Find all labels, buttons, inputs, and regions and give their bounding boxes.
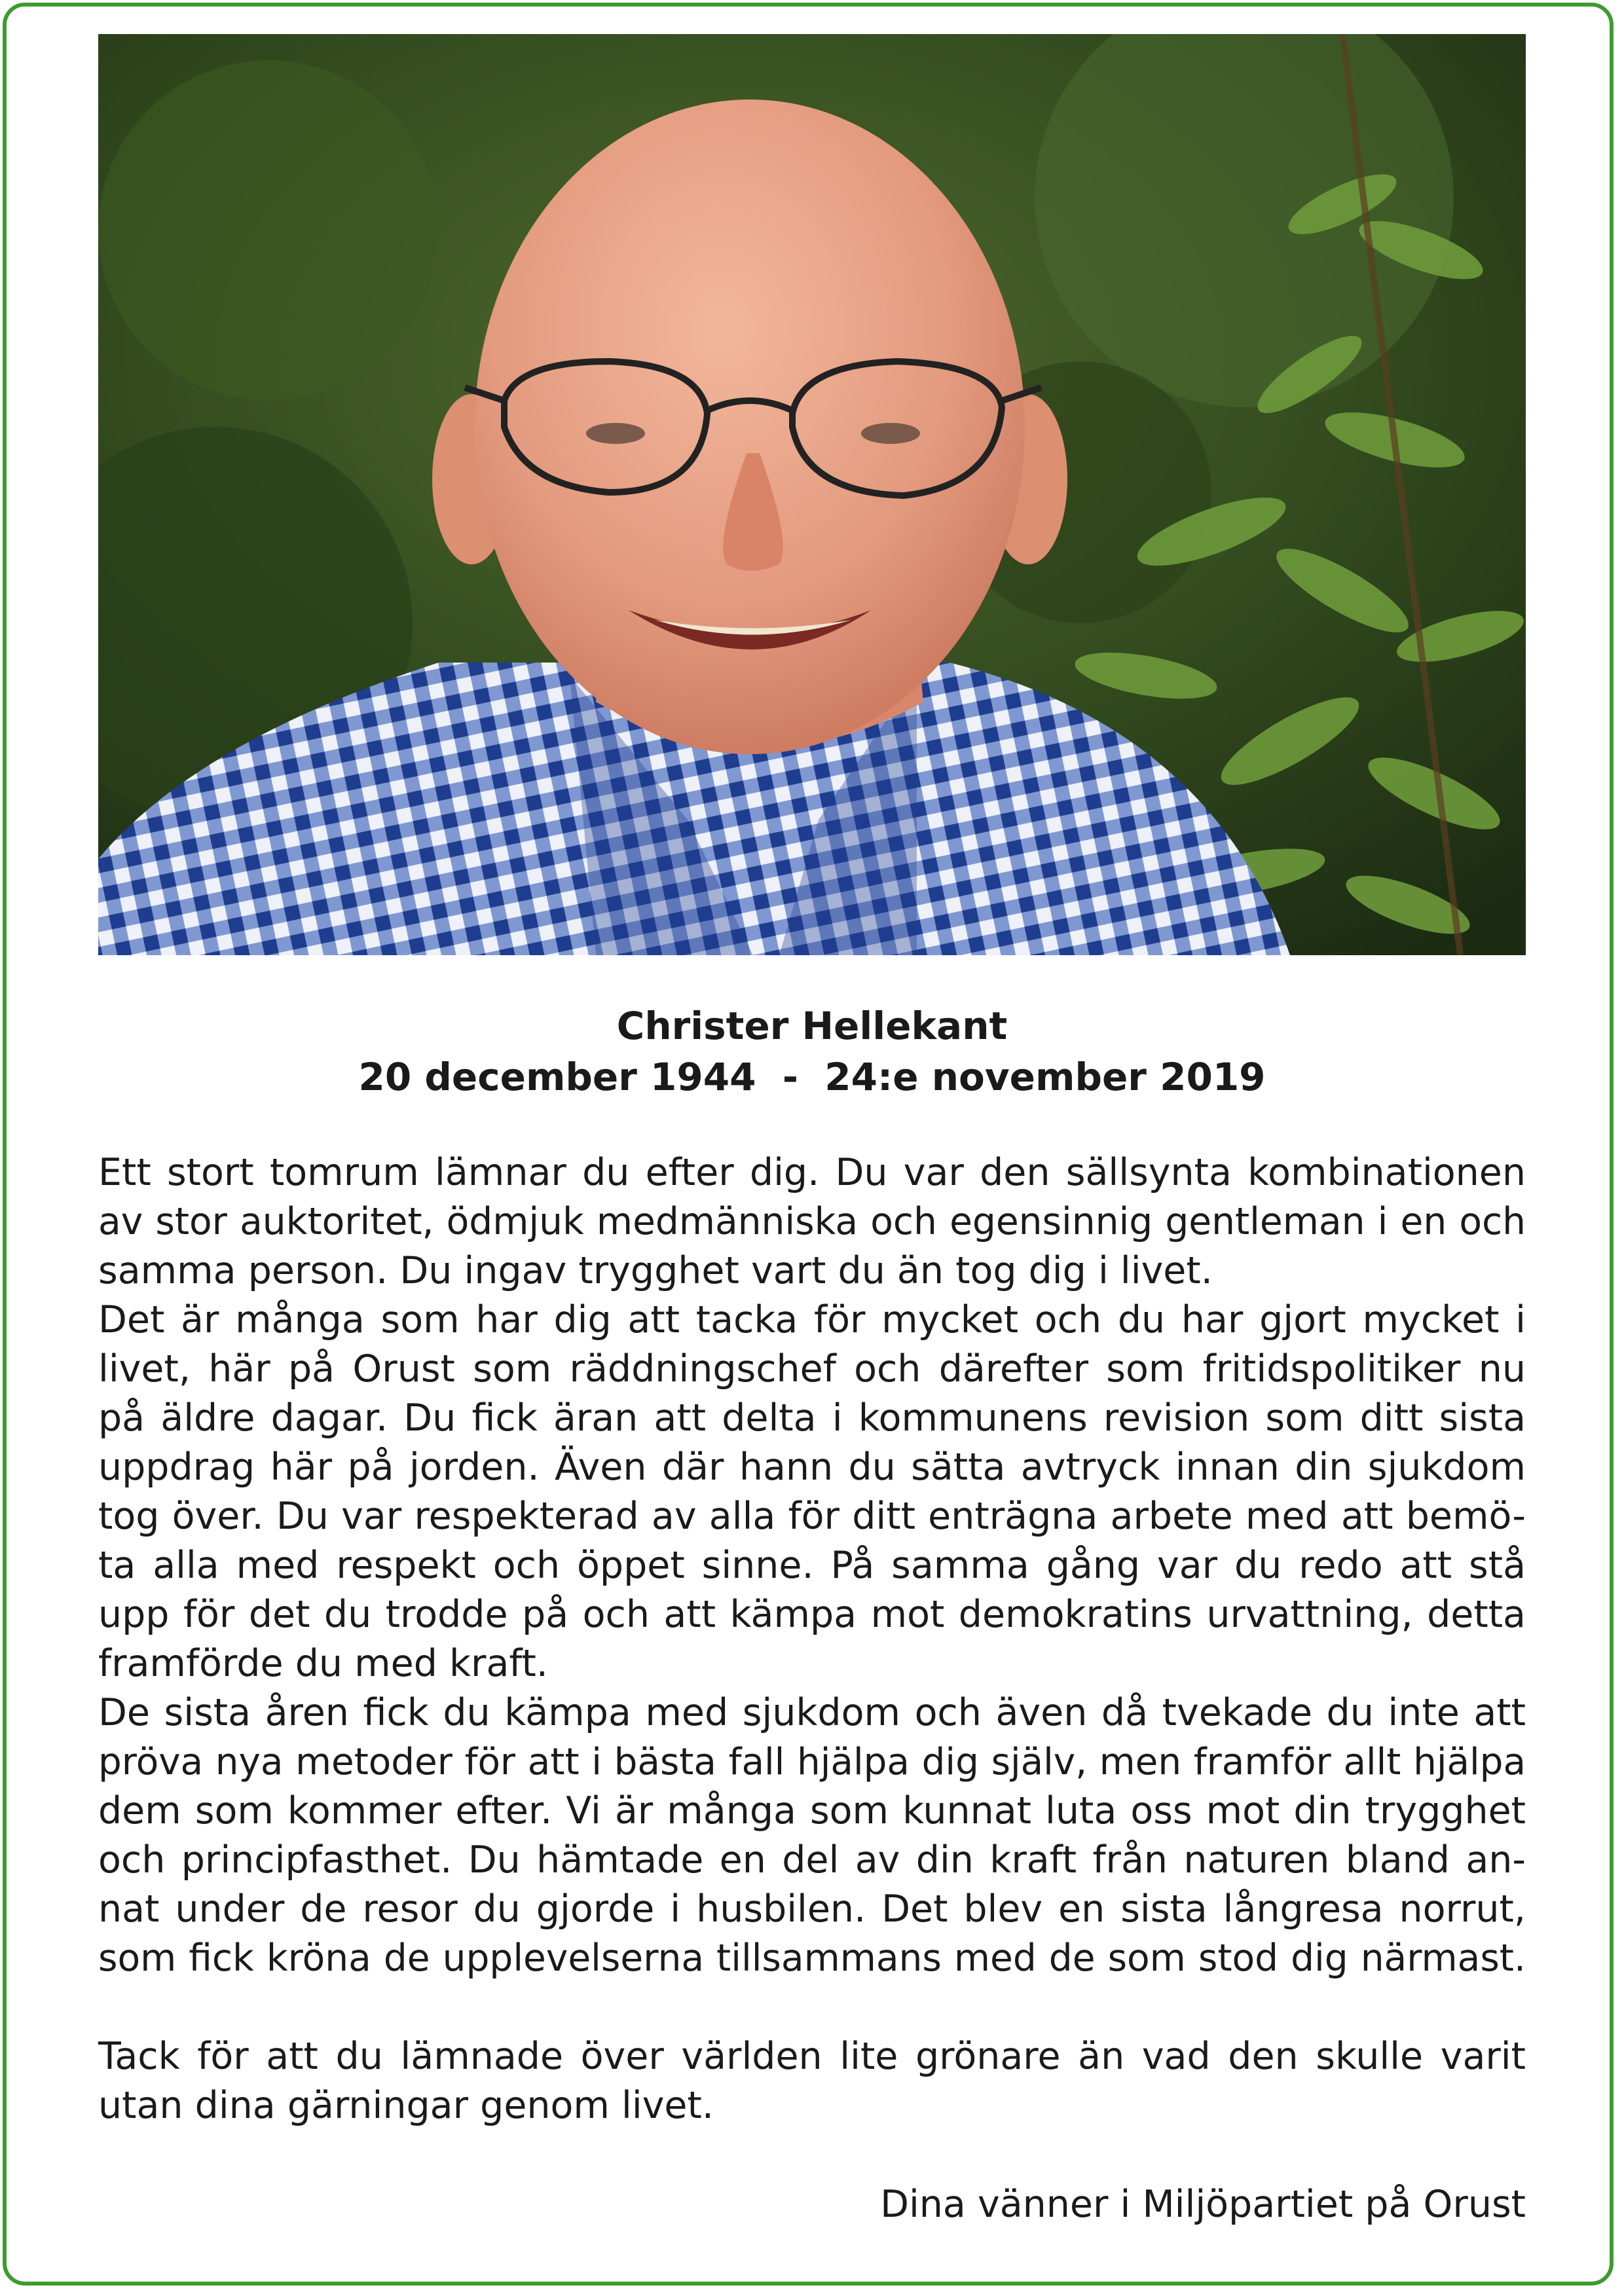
text-line: upp för det du trodde på och att kämpa mot demokratins urvattning, detta [98,1593,1526,1636]
portrait-illustration [98,34,1526,955]
text-line: tog över. Du var respekterad av alla för ditt enträgna arbete med att bemö- [98,1495,1526,1538]
person-name: Christer Hellekant [616,1004,1008,1048]
portrait-photo [98,34,1526,955]
text-line: framförde du med kraft. [98,1642,548,1685]
thanks-paragraph [98,2032,1526,2130]
text-line: som fick kröna de upplevelserna tillsammans med de som stod dig närmast. [98,1937,1526,1980]
text-line: av stor auktoritet, ödmjuk medmänniska och egensinnig gentleman i en och [98,1200,1526,1243]
life-dates: 20 december 1944 - 24:e november 2019 [358,1055,1266,1099]
text-line: Tack för att du lämnade över världen lite grönare än vad den skulle varit [98,2035,1526,2078]
text-line: nat under de resor du gjorde i husbilen. Det blev en sista långresa norrut, [98,1887,1526,1931]
text-line: dem som kommer efter. Vi är många som kunnat luta oss mot din trygghet [98,1789,1526,1832]
text-line: Ett stort tomrum lämnar du efter dig. Du var den sällsynta kombinationen [98,1151,1526,1194]
memorial-heading [98,1000,1526,1102]
signature: Dina vänner i Miljöpartiet på Orust [880,2183,1526,2226]
text-line: och principfasthet. Du hämtade en del av din kraft från naturen bland an- [98,1838,1526,1882]
text-line: De sista åren fick du kämpa med sjukdom och även då tvekade du inte att [98,1691,1526,1734]
memorial-text [98,1148,1526,1983]
text-line: livet, här på Orust som räddningschef och därefter som fritidspolitiker nu [98,1347,1526,1391]
text-line: pröva nya metoder för att i bästa fall hjälpa dig själv, men framför allt hjälpa [98,1741,1526,1783]
text-line: ta alla med respekt och öppet sinne. På samma gång var du redo att stå [98,1544,1526,1587]
text-line: samma person. Du ingav trygghet vart du än tog dig i livet. [98,1249,1213,1292]
text-line: uppdrag här på jorden. Även där hann du sätta avtryck innan din sjukdom [98,1446,1526,1489]
text-line: utan dina gärningar genom livet. [98,2084,714,2127]
text-line: Det är många som har dig att tacka för mycket och du har gjort mycket i [98,1298,1526,1341]
text-line: på äldre dagar. Du fick äran att delta i kommunens revision som ditt sista [98,1396,1526,1440]
